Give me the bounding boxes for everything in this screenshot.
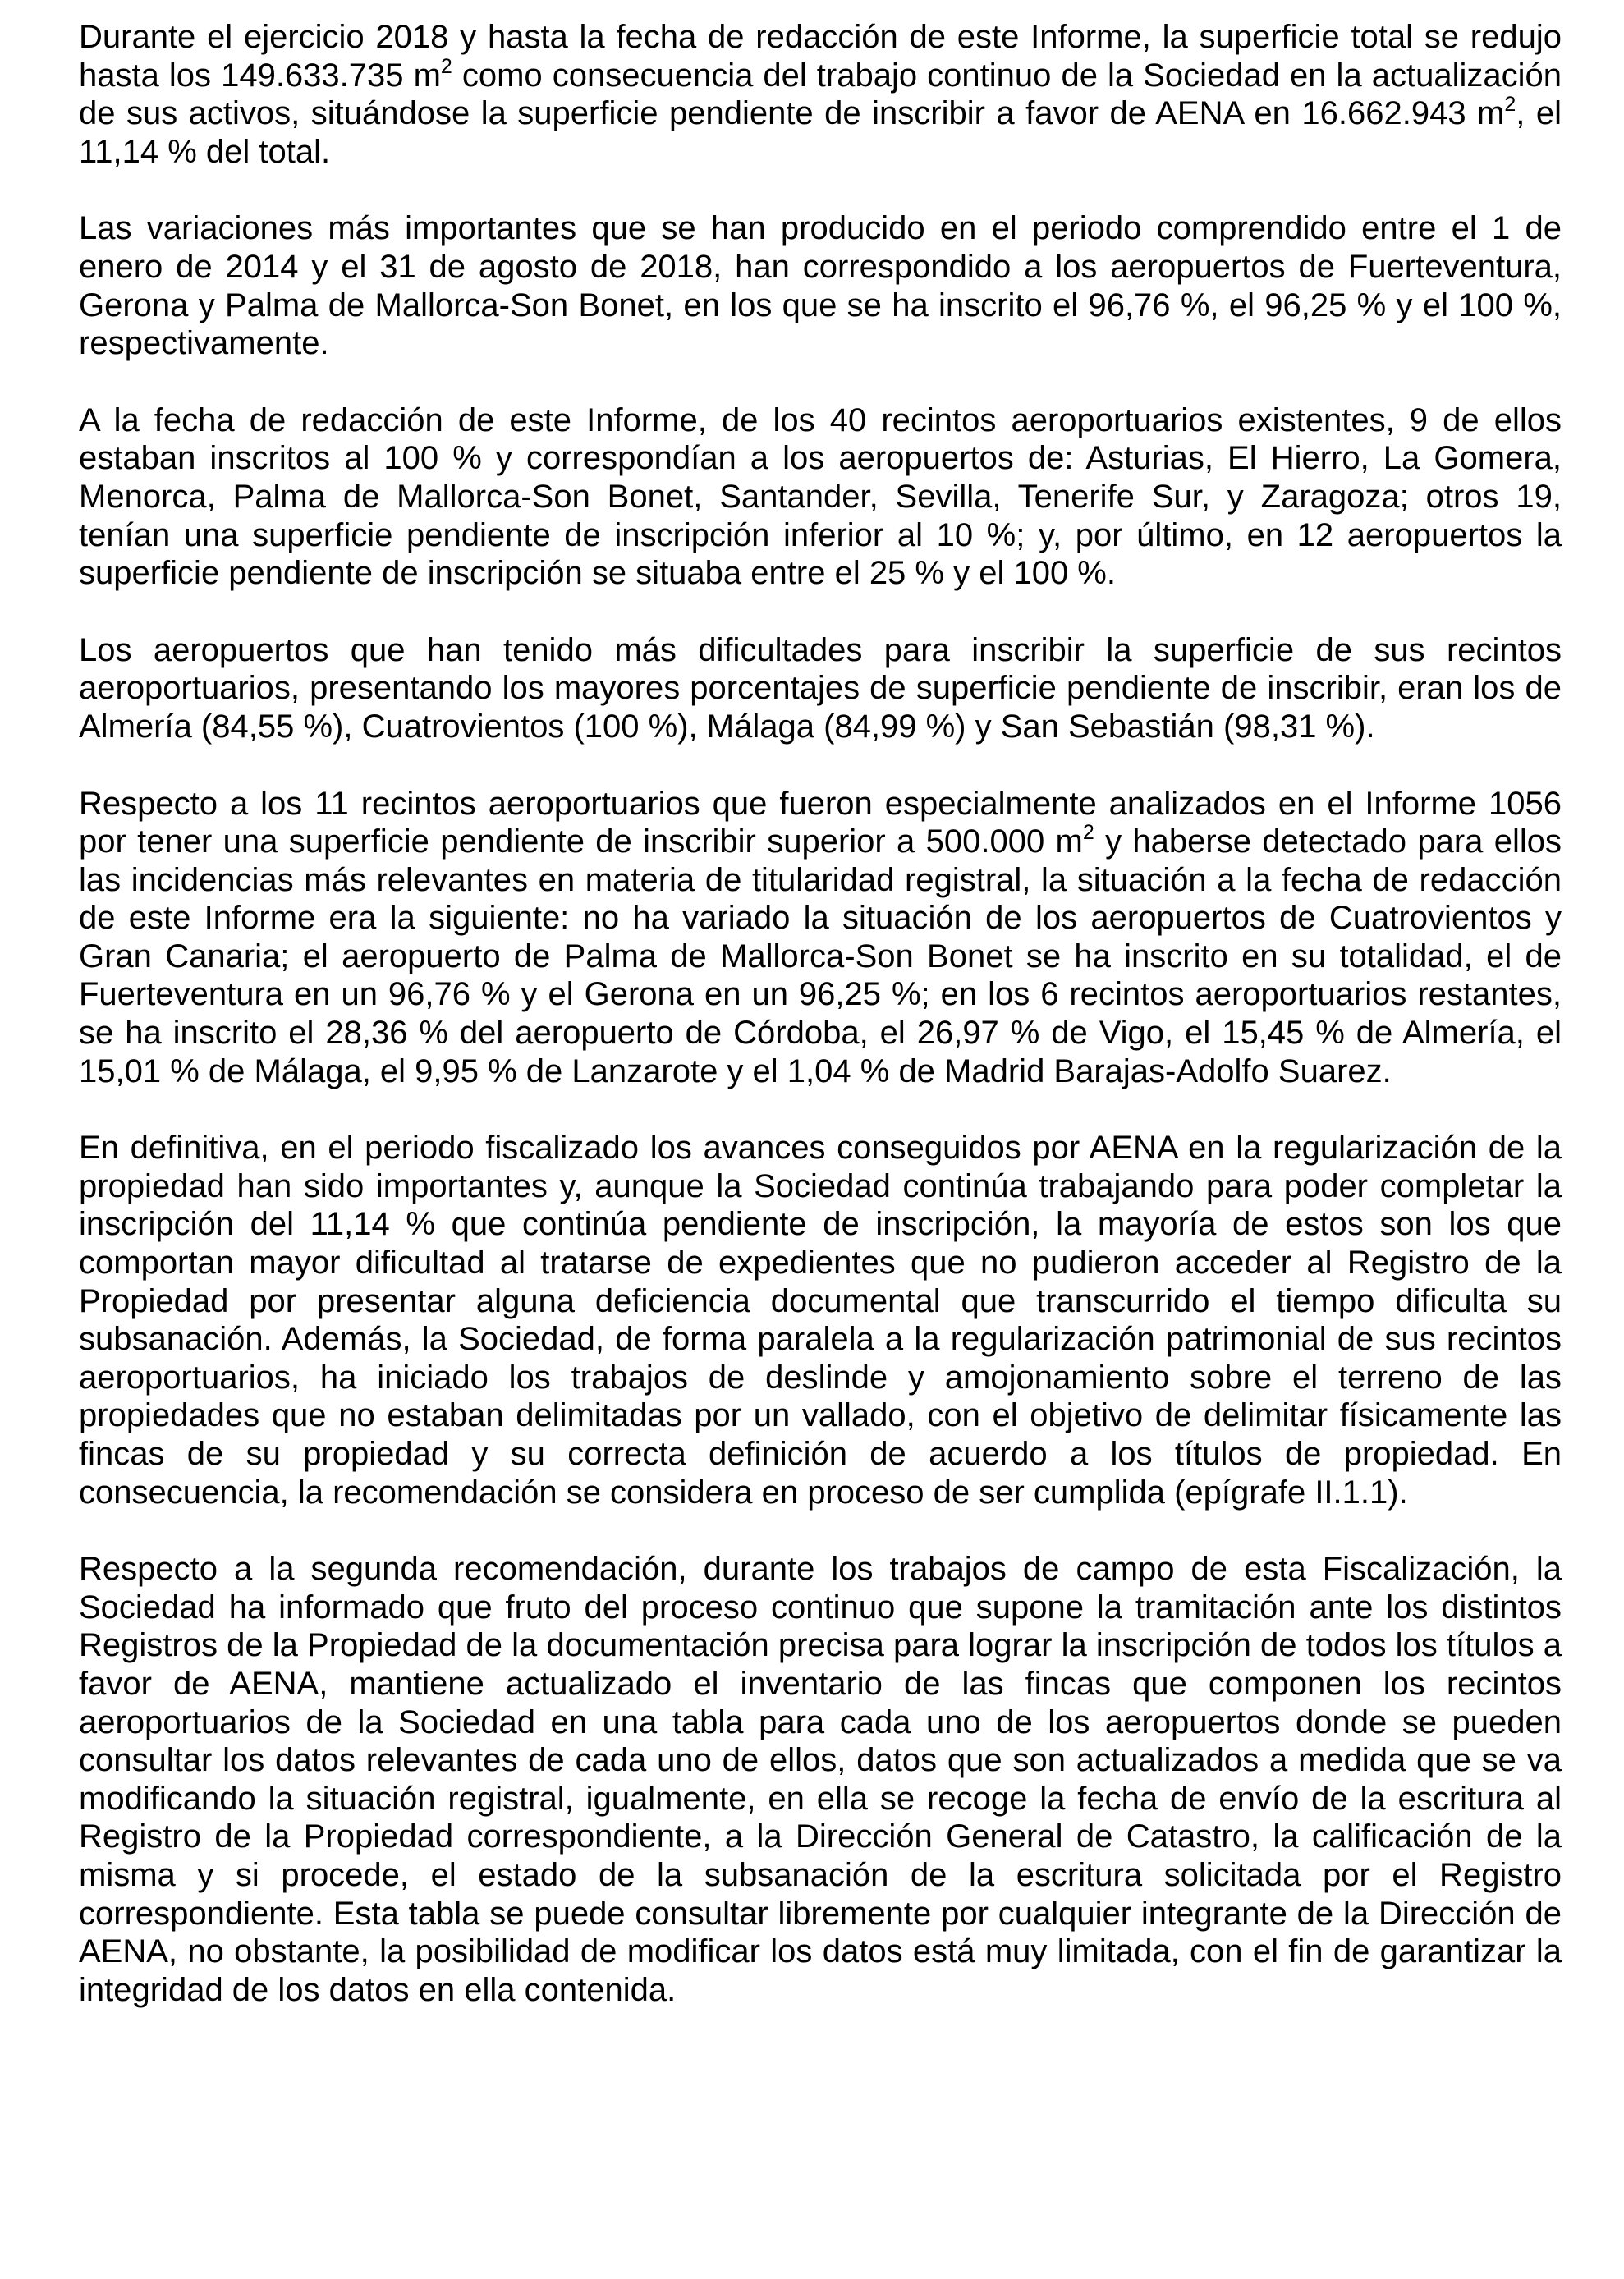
superscript-squared: 2: [440, 54, 452, 78]
paragraph-dificultades: Los aeropuertos que han tenido más dificultades para inscribir la superficie de sus recintos aeroportuarios, presentando los mayores porcentajes de superficie pendiente de inscribir, eran los de Almería (84,55 %), Cuatrovientos (100 %), Málaga (84,99 %) y San Sebastián (98,31 %).: [79, 631, 1562, 745]
paragraph-text: Durante el ejercicio 2018 y hasta la fecha de redacción de este Informe, la superficie total se redujo hasta los 149.633.735 m: [79, 19, 1562, 94]
paragraph-text: como consecuencia del trabajo continuo de la Sociedad en la actualización de sus activos, situándose la superficie pendiente de inscribir a favor de AENA en 16.662.943 m: [79, 57, 1562, 132]
paragraph-informe-1056: [79, 785, 1562, 1091]
document-page: [79, 18, 1562, 2047]
paragraph-segunda-recomendacion: Respecto a la segunda recomendación, durante los trabajos de campo de esta Fiscalización, la Sociedad ha informado que fruto del proceso continuo que supone la tramitación ante los distintos Registros de la Propiedad de la documentación precisa para lograr la inscripción de todos los títulos a favor de AENA, mantiene actualizado el inventario de las fincas que componen los recintos aeroportuarios de la Sociedad en una tabla para cada uno de los aeropuertos donde se pueden consultar los datos relevantes de cada uno de ellos, datos que son actualizados a medida que se va modificando la situación registral, igualmente, en ella se recoge la fecha de envío de la escritura al Registro de la Propiedad correspondiente, a la Dirección General de Catastro, la calificación de la misma y si procede, el estado de la subsanación de la escritura solicitada por el Registro correspondiente. Esta tabla se puede consultar libremente por cualquier integrante de la Dirección de AENA, no obstante, la posibilidad de modificar los datos está muy limitada, con el fin de garantizar la integridad de los datos en ella contenida.: [79, 1551, 1562, 2008]
paragraph-superficie-total: [79, 18, 1562, 171]
superscript-squared: 2: [1082, 821, 1094, 845]
paragraph-text: Respecto a los 11 recintos aeroportuarios que fueron especialmente analizados en el Informe 1056 por tener una superficie pendiente de inscribir superior a 500.000 m: [79, 785, 1562, 860]
paragraph-variaciones: Las variaciones más importantes que se han producido en el periodo comprendido entre el 1 de enero de 2014 y el 31 de agosto de 2018, han correspondido a los aeropuertos de Fuerteventura, Gerona y Palma de Mallorca-Son Bonet, en los que se ha inscrito el 96,76 %, el 96,25 % y el 100 %, respectivamente.: [79, 210, 1562, 362]
superscript-squared: 2: [1504, 93, 1516, 117]
paragraph-recintos-inscritos: A la fecha de redacción de este Informe, de los 40 recintos aeroportuarios existentes, 9 de ellos estaban inscritos al 100 % y correspondían a los aeropuertos de: Asturias, El Hierro, La Gomera, Menorca, Palma de Mallorca-Son Bonet, Santander, Sevilla, Tenerife Sur, y Zaragoza; otros 19, tenían una superficie pendiente de inscripción inferior al 10 %; y, por último, en 12 aeropuertos la superficie pendiente de inscripción se situaba entre el 25 % y el 100 %.: [79, 401, 1562, 592]
paragraph-text: , el 11,14 % del total.: [79, 95, 1562, 170]
paragraph-en-definitiva: En definitiva, en el periodo fiscalizado los avances conseguidos por AENA en la regularización de la propiedad han sido importantes y, aunque la Sociedad continúa trabajando para poder completar la inscripción del 11,14 % que continúa pendiente de inscripción, la mayoría de estos son los que comportan mayor dificultad al tratarse de expedientes que no pudieron acceder al Registro de la Propiedad por presentar alguna deficiencia documental que transcurrido el tiempo dificulta su subsanación. Además, la Sociedad, de forma paralela a la regularización patrimonial de sus recintos aeroportuarios, ha iniciado los trabajos de deslinde y amojonamiento sobre el terreno de las propiedades que no estaban delimitadas por un vallado, con el objetivo de delimitar físicamente las fincas de su propiedad y su correcta definición de acuerdo a los títulos de propiedad. En consecuencia, la recomendación se considera en proceso de ser cumplida (epígrafe II.1.1).: [79, 1130, 1562, 1511]
paragraph-text: y haberse detectado para ellos las incidencias más relevantes en materia de titularidad registral, la situación a la fecha de redacción de este Informe era la siguiente: no ha variado la situación de los aeropuertos de Cuatrovientos y Gran Canaria; el aeropuerto de Palma de Mallorca-Son Bonet se ha inscrito en su totalidad, el de Fuerteventura en un 96,76 % y el Gerona en un 96,25 %; en los 6 recintos aeroportuarios restantes, se ha inscrito el 28,36 % del aeropuerto de Córdoba, el 26,97 % de Vigo, el 15,45 % de Almería, el 15,01 % de Málaga, el 9,95 % de Lanzarote y el 1,04 % de Madrid Barajas-Adolfo Suarez.: [79, 823, 1562, 1089]
